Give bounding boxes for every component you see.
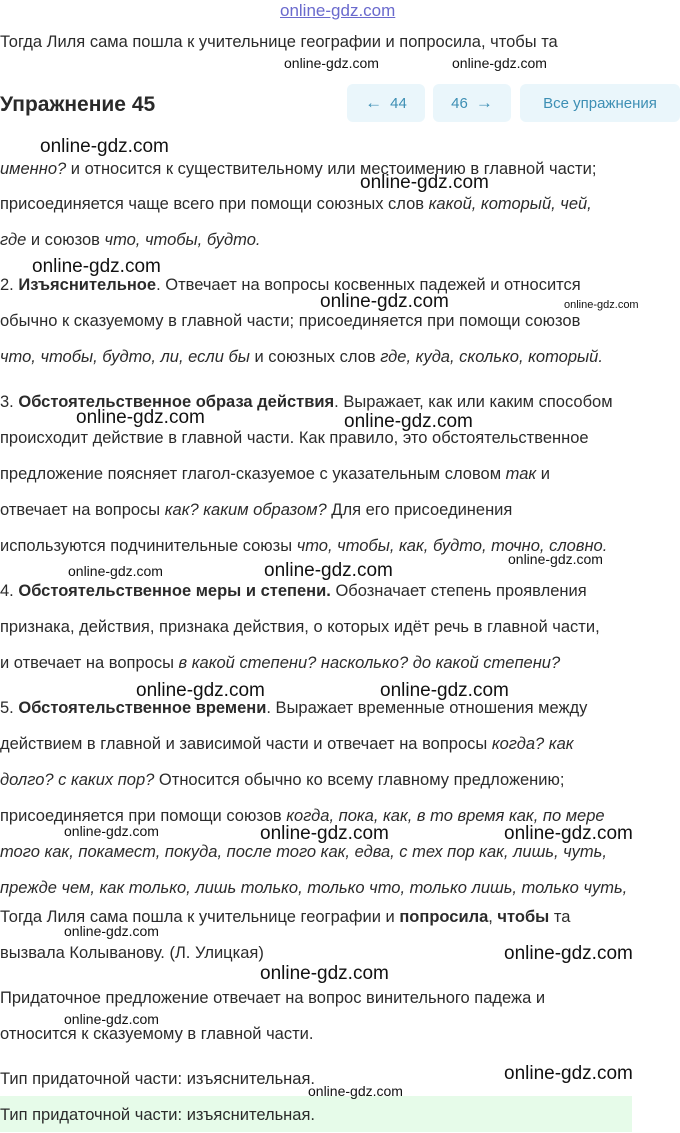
watermark[interactable]: online-gdz.com [264,560,393,581]
watermark[interactable]: online-gdz.com [308,1083,403,1099]
text-line: прежде чем, как только, лишь только, только что, только лишь, только чуть, [0,879,628,897]
watermark-top[interactable]: online-gdz.com [280,1,396,20]
text-line: Тогда Лиля сама пошла к учительнице географии и попросила, чтобы та [0,33,558,51]
watermark[interactable]: online-gdz.com [344,411,473,432]
text-line: присоединяется чаще всего при помощи союзных слов какой, который, чей, [0,195,592,213]
watermark[interactable]: online-gdz.com [260,823,389,844]
prev-exercise-label: 44 [390,94,407,112]
watermark[interactable]: online-gdz.com [76,407,205,428]
watermark[interactable]: online-gdz.com [284,55,379,71]
watermark[interactable]: online-gdz.com [320,291,449,312]
text-line: предложение поясняет глагол-сказуемое с указательным словом так и [0,465,550,483]
watermark[interactable]: online-gdz.com [564,299,639,311]
answer-text: Тип придаточной части: изъяснительная. [0,1106,315,1124]
text-line: и отвечает на вопросы в какой степени? насколько? до какой степени? [0,654,561,672]
watermark[interactable]: online-gdz.com [504,943,633,964]
watermark[interactable]: online-gdz.com [504,823,633,844]
arrow-left-icon: ← [365,93,383,112]
text-line: признака, действия, признака действия, о которых идёт речь в главной части, [0,618,600,636]
watermark[interactable]: online-gdz.com [504,1063,633,1084]
text-line: 2. Изъяснительное. Отвечает на вопросы косвенных падежей и относится [0,276,581,294]
text-line: 5. Обстоятельственное времени. Выражает временные отношения между [0,699,588,717]
next-exercise-label: 46 [451,94,468,112]
text-line: вызвала Колыванову. (Л. Улицкая) [0,944,264,962]
text-line: Тогда Лиля сама пошла к учительнице географии и попросила, чтобы та [0,908,571,926]
arrow-right-icon: → [475,93,493,112]
watermark[interactable]: online-gdz.com [380,680,509,701]
text-line: того как, покамест, покуда, после того как, едва, с тех пор как, лишь, чуть, [0,843,607,861]
text-line: где и союзов что, чтобы, будто. [0,231,261,249]
watermark[interactable]: online-gdz.com [64,1011,159,1027]
next-exercise-button[interactable] [433,84,511,122]
text-line: именно? и относится к существительному или местоимению в главной части; [0,160,597,178]
text-line: Тип придаточной части: изъяснительная. [0,1070,315,1088]
watermark[interactable]: online-gdz.com [260,963,389,984]
prev-exercise-button[interactable] [347,84,425,122]
text-line: используются подчинительные союзы что, чтобы, как, будто, точно, словно. [0,537,608,555]
text-line: присоединяется при помощи союзов когда, пока, как, в то время как, по мере [0,807,605,825]
watermark[interactable]: online-gdz.com [68,563,163,579]
text-line: Придаточное предложение отвечает на вопрос винительного падежа и [0,989,546,1007]
watermark[interactable]: online-gdz.com [452,55,547,71]
text-line: 3. Обстоятельственное образа действия. Выражает, как или каким способом [0,393,613,411]
watermark[interactable]: online-gdz.com [360,172,489,193]
watermark[interactable]: online-gdz.com [40,136,169,157]
watermark[interactable]: online-gdz.com [508,551,603,567]
text-line: что, чтобы, будто, ли, если бы и союзных слов где, куда, сколько, который. [0,348,603,366]
text-line: обычно к сказуемому в главной части; присоединяется при помощи союзов [0,312,581,330]
text-line: происходит действие в главной части. Как правило, это обстоятельственное [0,429,589,447]
text-line: относится к сказуемому в главной части. [0,1025,314,1043]
all-exercises-button[interactable] [520,84,680,122]
text-line: долго? с каких пор? Относится обычно ко всему главному предложению; [0,771,565,789]
watermark[interactable]: online-gdz.com [64,823,159,839]
watermark[interactable]: online-gdz.com [136,680,265,701]
watermark[interactable]: online-gdz.com [32,256,161,277]
text-line: 4. Обстоятельственное меры и степени. Обозначает степень проявления [0,582,587,600]
watermark[interactable]: online-gdz.com [64,923,159,939]
text-line: действием в главной и зависимой части и отвечает на вопросы когда? как [0,735,574,753]
text-line: отвечает на вопросы как? каким образом? Для его присоединения [0,501,513,519]
page-title: Упражнение 45 [0,93,156,116]
all-exercises-label: Все упражнения [543,94,657,112]
